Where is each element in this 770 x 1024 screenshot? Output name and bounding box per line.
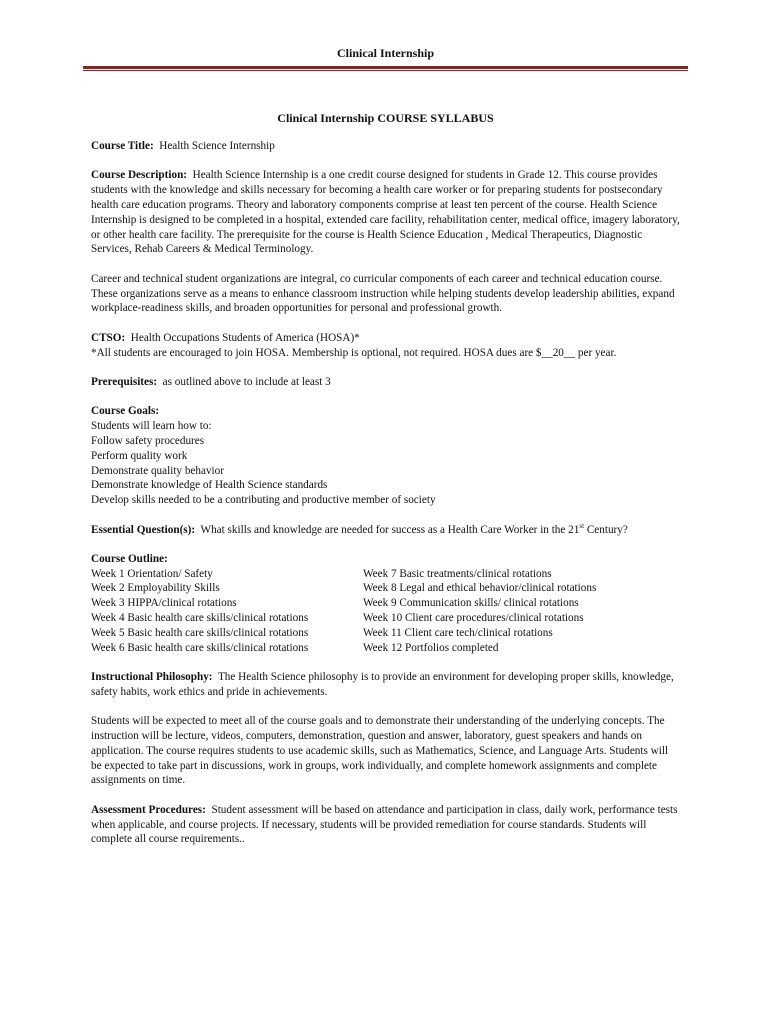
course-title-value: Health Science Internship [159,140,275,152]
outline-week: Week 11 Client care tech/clinical rotations [363,626,553,639]
essential-question-tail: Century? [586,523,628,536]
prerequisites [91,375,680,390]
outline-week: Week 1 Orientation/ Safety [91,567,213,580]
course-outline-columns [91,552,680,656]
essential-question-text: What skills and knowledge are needed for success as a Health Care Worker in the 21 [200,523,580,536]
course-goals-intro: Students will learn how to: [91,420,212,433]
outline-week: Week 7 Basic treatments/clinical rotations [363,567,552,580]
course-goals-label: Course Goals: [91,405,160,418]
course-outline-label: Course Outline: [91,552,168,565]
course-title [91,139,680,154]
essential-question-superscript: st [579,521,585,530]
goal-item: Demonstrate quality behavior [91,464,224,477]
outline-week: Week 10 Client care procedures/clinical rotations [363,612,584,625]
outline-week: Week 6 Basic health care skills/clinical rotations [91,641,309,654]
course-goals-list [91,434,680,508]
essential-question [91,523,680,538]
assessment-procedures-text: Student assessment will be based on attendance and participation in class, daily work, performance tests when applicable, and course projects. If necessary, students will be provided remediation for course standards. Students will complete all course requirements.. [91,803,678,846]
prerequisites-label: Prerequisites: [91,375,158,388]
instructional-philosophy-text: The Health Science philosophy is to provide an environment for developing proper skills, knowledge, safety habits, work ethics and pride in achievements. [91,671,674,698]
ctso-value: Health Occupations Students of America (HOSA)* [130,331,360,344]
outline-week: Week 3 HIPPA/clinical rotations [91,597,237,610]
goal-item: Perform quality work [91,449,188,462]
prerequisites-value: as outlined above to include at least 3 [162,375,331,388]
course-description [91,168,680,257]
instructional-philosophy-label: Instructional Philosophy: [91,671,213,684]
assessment-procedures [91,803,680,847]
essential-question-label: Essential Question(s): [91,523,196,536]
outline-right-column [363,552,596,656]
course-title-label: Course Title: [91,140,154,152]
outline-week: Week 4 Basic health care skills/clinical rotations [91,612,309,625]
outline-week: Week 2 Employability Skills [91,582,220,595]
header-rule-thin [83,70,688,71]
outline-week: Week 8 Legal and ethical behavior/clinical rotations [363,582,597,595]
document-title: Clinical Internship COURSE SYLLABUS [277,111,494,125]
assessment-procedures-label: Assessment Procedures: [91,803,206,816]
goal-item: Demonstrate knowledge of Health Science standards [91,479,328,492]
header-rule-thick [83,66,688,69]
outline-left-column [91,552,363,656]
goal-item: Follow safety procedures [91,434,205,447]
instructional-philosophy [91,670,680,700]
ctso-note: *All students are encouraged to join HOSA. Membership is optional, not required. HOSA dues are $__20__ per year. [91,346,617,359]
running-header: Clinical Internship [336,46,435,60]
ctso-label: CTSO: [91,331,126,344]
course-outline [91,552,680,656]
goal-item: Develop skills needed to be a contributing and productive member of society [91,494,436,507]
outline-week: Week 5 Basic health care skills/clinical rotations [91,626,309,639]
outline-week: Week 9 Communication skills/ clinical rotations [363,597,579,610]
course-goals [91,404,680,508]
course-description-text: Health Science Internship is a one credit course designed for students in Grade 12. This course provides students with the knowledge and skills necessary for becoming a health care worker or for preparing students for postsecondary health care education programs. Theory and laboratory components comprise at least ten percent of the course. Health Science Internship is designed to be completed in a hospital, extended care facility, rehabilitation center, medical office, imagery laboratory, or other health care facility. The prerequisite for the course is Health Science Education , Medical Therapeutics, Diagnostic Services, Rehab Careers & Medical Terminology. [91,169,680,256]
expectations-paragraph: Students will be expected to meet all of the course goals and to demonstrate their understanding of the underlying concepts. The instruction will be lecture, videos, computers, demonstration, question and answer, laboratory, guest speakers and hands on application. The course requires students to use academic skills, such as Mathematics, Science, and Language Arts. Students will be expected to take part in discussions, work in groups, work individually, and complete homework assignments and complete assignments on time. [91,715,669,787]
course-description-label: Course Description: [91,169,188,182]
career-paragraph: Career and technical student organizations are integral, co curricular components of each career and technical education course. These organizations serve as a means to enhance classroom instruction while helping students develop leadership abilities, expand workplace-readiness skills, and broaden opportunities for personal and professional growth. [91,272,675,315]
outline-week: Week 12 Portfolios completed [363,641,499,654]
ctso-section [91,331,680,361]
